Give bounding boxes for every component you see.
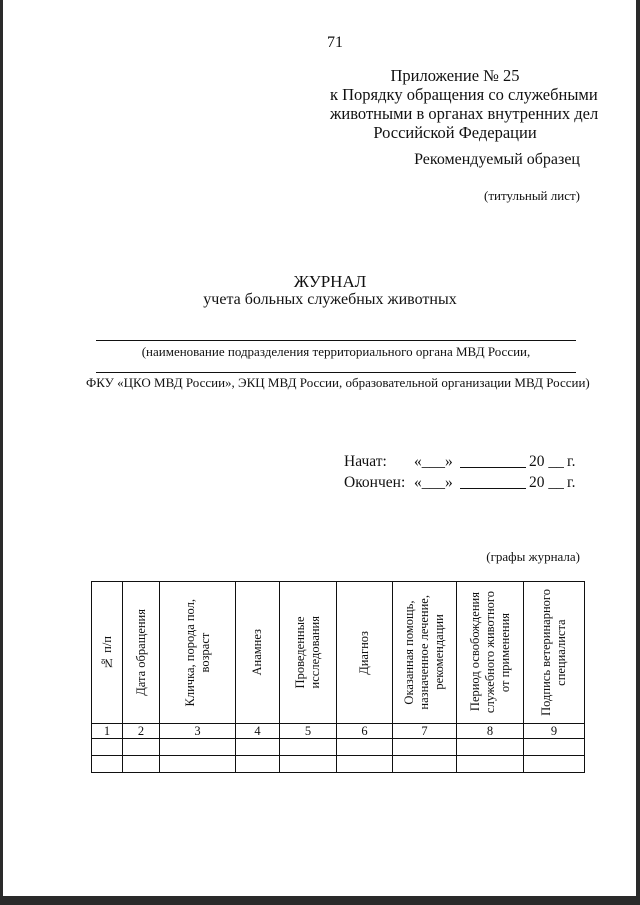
table-cell [123, 756, 160, 773]
table-cell [393, 739, 457, 756]
column-number: 3 [160, 724, 236, 739]
start-month-blank [460, 467, 526, 468]
table-cell [123, 739, 160, 756]
table-cell [92, 739, 123, 756]
appendix-line-1: Приложение № 25 [390, 66, 520, 85]
columns-note: (графы журнала) [486, 549, 580, 564]
title-sheet-label: (титульный лист) [484, 188, 580, 203]
end-year: 20 __ [529, 474, 564, 491]
column-number: 9 [524, 724, 585, 739]
table-cell [160, 739, 236, 756]
end-month-blank [460, 488, 526, 489]
table-header-cell: Подпись ветеринарного специалиста [524, 582, 585, 724]
recommended-sample-label: Рекомендуемый образец [414, 151, 580, 168]
column-number: 7 [393, 724, 457, 739]
table-header-cell: Период освобождения служебного животного от применения [457, 582, 524, 724]
table-cell [337, 756, 393, 773]
table-cell [337, 739, 393, 756]
table-cell [457, 739, 524, 756]
column-number: 8 [457, 724, 524, 739]
table-row [92, 756, 585, 773]
table-header-cell: Кличка, порода пол, возраст [160, 582, 236, 724]
start-year-suffix: г. [567, 453, 576, 470]
appendix-line-2: к Порядку обращения со служебными [330, 85, 598, 104]
start-day-blank: «___» [414, 453, 453, 470]
table-header-cell: № п/п [92, 582, 123, 724]
table-number-row [92, 724, 585, 739]
org-caption-1: (наименование подразделения территориального органа МВД России, [141, 344, 531, 359]
column-number: 1 [92, 724, 123, 739]
appendix-line-3: животными в органах внутренних дел [330, 104, 599, 123]
table-cell [236, 739, 280, 756]
table-cell [524, 739, 585, 756]
end-year-suffix: г. [567, 474, 576, 491]
start-year: 20 __ [529, 453, 564, 470]
journal-subtitle: учета больных служебных животных [203, 291, 457, 308]
table-cell [160, 756, 236, 773]
table-header-cell: Дата обращения [123, 582, 160, 724]
appendix-line-4: Российской Федерации [373, 123, 537, 142]
table-cell [457, 756, 524, 773]
end-date-row [344, 474, 584, 495]
table-cell [280, 739, 337, 756]
end-date-label: Окончен: [344, 474, 406, 491]
column-number: 6 [337, 724, 393, 739]
table-cell [236, 756, 280, 773]
table-header-cell: Анамнез [236, 582, 280, 724]
table-header-cell: Проведенные исследования [280, 582, 337, 724]
end-day-blank: «___» [414, 474, 453, 491]
table-cell [92, 756, 123, 773]
journal-dates [344, 453, 584, 495]
table-header-cell: Диагноз [337, 582, 393, 724]
column-number: 2 [123, 724, 160, 739]
column-number: 4 [236, 724, 280, 739]
scan-edge-bottom [0, 896, 640, 905]
scan-edge-left [0, 0, 3, 905]
journal-table [91, 581, 585, 773]
table-row [92, 739, 585, 756]
org-name-line-1 [96, 340, 576, 341]
journal-title: ЖУРНАЛ [293, 272, 367, 291]
scan-edge-right [636, 0, 640, 905]
table-header-row [92, 582, 585, 724]
page-number: 71 [327, 34, 343, 51]
start-date-row [344, 453, 584, 474]
column-number: 5 [280, 724, 337, 739]
appendix-header [330, 66, 599, 142]
table-cell [393, 756, 457, 773]
table-cell [524, 756, 585, 773]
org-caption-2: ФКУ «ЦКО МВД России», ЭКЦ МВД России, образовательной организации МВД России) [86, 375, 590, 390]
start-date-label: Начат: [344, 453, 387, 470]
table-cell [280, 756, 337, 773]
org-name-line-2 [96, 372, 576, 373]
table-header-cell: Оказанная помощь, назначенное лечение, рекомендации [393, 582, 457, 724]
